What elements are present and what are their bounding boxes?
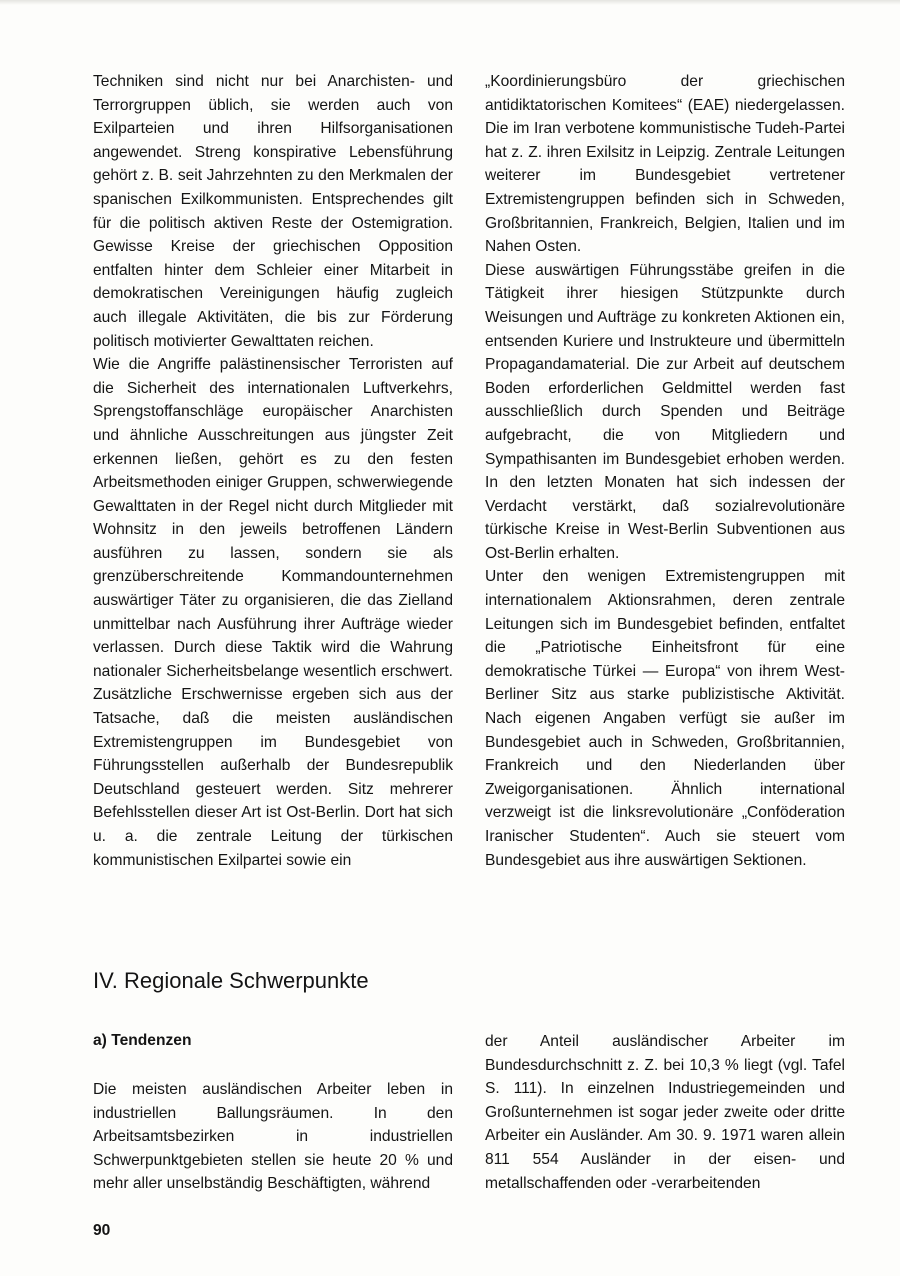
paragraph: Wie die Angriffe palästinensischer Terroristen auf die Sicherheit des internationalen Luftverkehrs, Sprengstoffanschläge europäischer Anarchisten und ähnliche Ausschreitungen aus jüngster Zeit erkennen ließen, gehört es zu den festen Arbeitsmethoden einiger Gruppen, schwerwiegende Gewalttaten in der Regel nicht durch Mitglieder mit Wohnsitz in den jeweils betroffenen Ländern ausführen zu lassen, sondern sie als grenzüberschreitende Kommandounternehmen auswärtiger Täter zu organisieren, die das Zielland unmittelbar nach Ausführung ihrer Aufträge wieder verlassen. Durch diese Taktik wird die Wahrung nationaler Sicherheitsbelange wesentlich erschwert. Zusätzliche Erschwernisse ergeben sich aus der Tatsache, daß die meisten ausländischen Extremistengruppen im Bundesgebiet von Führungsstellen außerhalb der Bundesrepublik Deutschland gesteuert werden. Sitz mehrerer Befehlsstellen dieser Art ist Ost-Berlin. Dort hat sich u. a. die zentrale Leitung der türkischen kommunistischen Exilpartei sowie ein xyxy=(93,356,453,869)
section-heading: IV. Regionale Schwerpunkte xyxy=(93,968,369,993)
paragraph: der Anteil ausländischer Arbeiter im Bundesdurchschnitt z. Z. bei 10,3 % liegt (vgl. Tafel S. 111). In einzelnen Industriegemeinden und Großunternehmen ist sogar jeder zweite oder dritte Arbeiter ein Ausländer. Am 30. 9. 1971 waren allein 811 554 Ausländer in der eisen- und metallschaffenden oder -verarbeitenden xyxy=(485,1033,845,1192)
scan-edge xyxy=(0,0,900,5)
paragraph: Techniken sind nicht nur bei Anarchisten- und Terrorgruppen üblich, sie werden auch von Exilparteien und ihren Hilfsorganisationen angewendet. Streng konspirative Lebensführung gehört z. B. seit Jahrzehnten zu den Merkmalen der spanischen Exilkommunisten. Entsprechendes gilt für die politisch aktiven Reste der Ostemigration. Gewisse Kreise der griechischen Opposition entfalten hinter dem Schleier einer Mitarbeit in demokratischen Vereinigungen häufig zugleich auch illegale Aktivitäten, die bis zur Förderung politisch motivierter Gewalttaten reichen. xyxy=(93,73,453,350)
paragraph: „Koordinierungsbüro der griechischen antidiktatorischen Komitees“ (EAE) niedergelassen. Die im Iran verbotene kommunistische Tudeh-Partei hat z. Z. ihren Exilsitz in Leipzig. Zentrale Leitungen weiterer im Bundesgebiet vertretener Extremistengruppen befinden sich in Schweden, Großbritannien, Frankreich, Belgien, Italien und im Nahen Osten. xyxy=(485,73,845,256)
subsection-heading: a) Tendenzen xyxy=(93,1032,192,1049)
lower-left-column xyxy=(93,1078,453,1196)
upper-left-column xyxy=(93,70,453,872)
paragraph: Unter den wenigen Extremistengruppen mit internationalem Aktionsrahmen, deren zentrale Leitungen sich im Bundesgebiet befinden, entfaltet die „Patriotische Einheitsfront für eine demokratische Türkei — Europa“ von ihrem West-Berliner Sitz aus starke publizistische Aktivität. Nach eigenen Angaben verfügt sie außer im Bundesgebiet auch in Schweden, Großbritannien, Frankreich und den Niederlanden über Zweigorganisationen. Ähnlich international verzweigt ist die linksrevolutionäre „Conföderation Iranischer Studenten“. Auch sie steuert vom Bundesgebiet aus ihre auswärtigen Sektionen. xyxy=(485,568,845,869)
paragraph: Die meisten ausländischen Arbeiter leben in industriellen Ballungsräumen. In den Arbeitsamtsbezirken in industriellen Schwerpunktgebieten stellen sie heute 20 % und mehr aller unselbständig Beschäftigten, während xyxy=(93,1081,453,1193)
paragraph: Diese auswärtigen Führungsstäbe greifen in die Tätigkeit ihrer hiesigen Stützpunkte durch Weisungen und Aufträge zu konkreten Aktionen ein, entsenden Kuriere und Instrukteure und übermitteln Propagandamaterial. Die zur Arbeit auf deutschem Boden erforderlichen Geldmittel werden fast ausschließlich durch Spenden und Beiträge aufgebracht, die von Mitgliedern und Sympathisanten im Bundesgebiet erhoben werden. In den letzten Monaten hat sich indessen der Verdacht verstärkt, daß sozialrevolutionäre türkische Kreise in West-Berlin Subventionen aus Ost-Berlin erhalten. xyxy=(485,261,845,562)
page-number: 90 xyxy=(93,1222,111,1239)
upper-right-column xyxy=(485,70,845,872)
lower-right-column xyxy=(485,1030,845,1195)
